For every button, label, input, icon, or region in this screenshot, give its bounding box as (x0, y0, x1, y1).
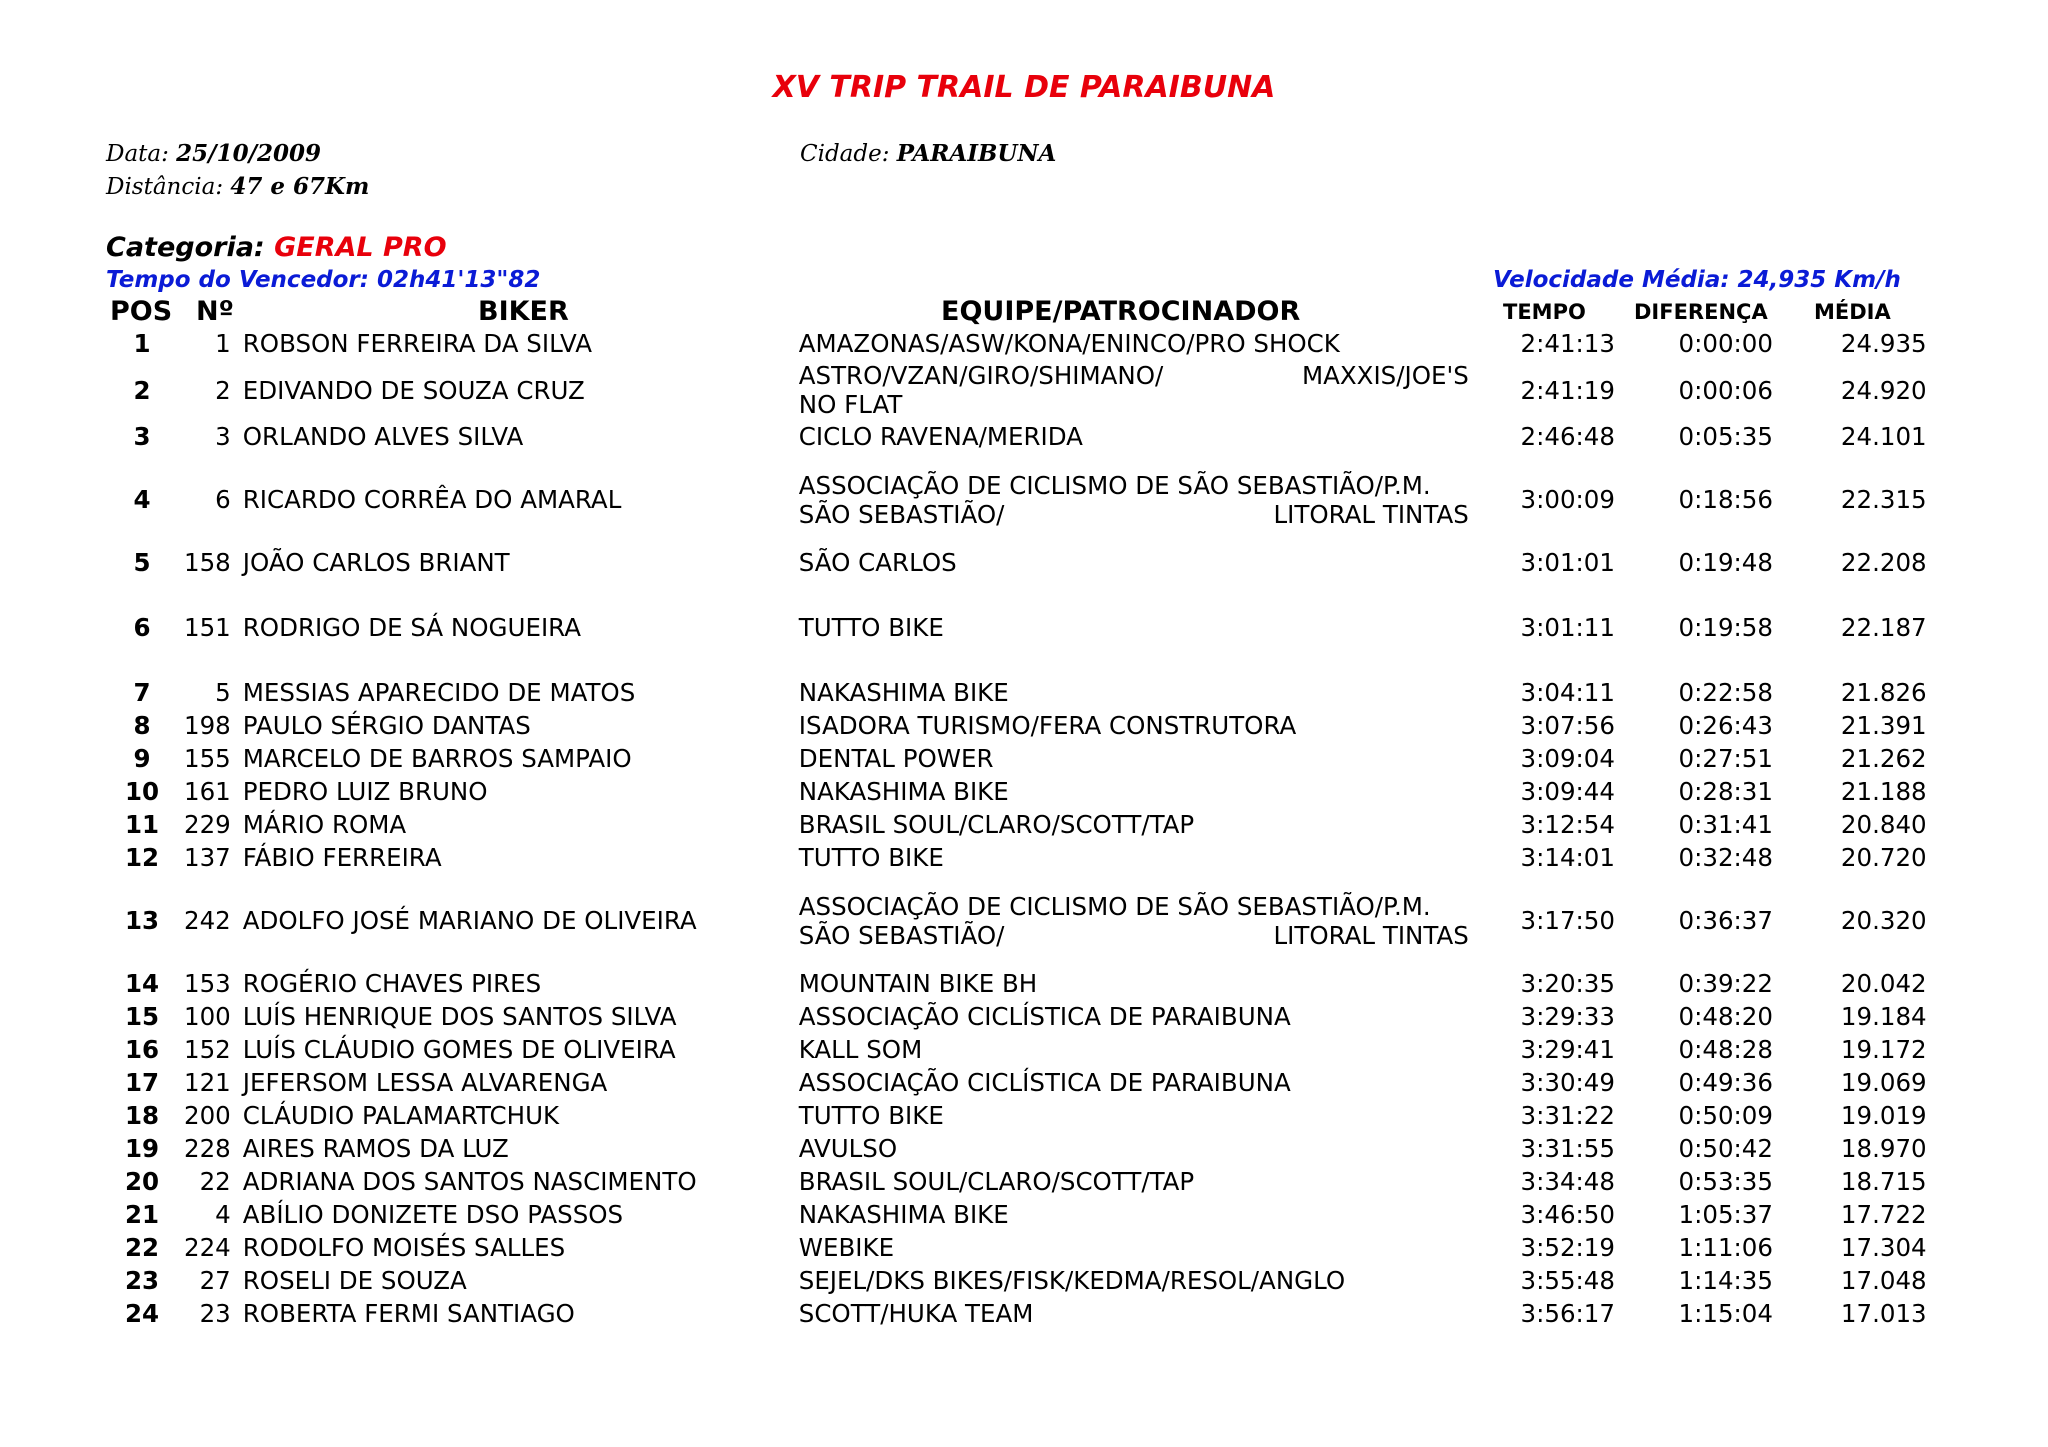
cell-biker: PAULO SÉRGIO DANTAS (242, 711, 531, 740)
cell-diff: 1:15:04 (1678, 1299, 1773, 1328)
cell-avg: 24.935 (1840, 329, 1927, 358)
header-team: EQUIPE/PATROCINADOR (941, 296, 1301, 327)
cell-num: 3 (215, 422, 231, 451)
category-value: GERAL PRO (274, 232, 447, 263)
cell-diff: 0:18:56 (1678, 485, 1773, 514)
team-text: ISADORA TURISMO/FERA CONSTRUTORA (798, 711, 1297, 740)
cell-biker: MARCELO DE BARROS SAMPAIO (242, 744, 632, 773)
team-text: AVULSO (798, 1134, 898, 1163)
cell-time: 3:30:49 (1520, 1068, 1615, 1097)
table-row (100, 742, 1963, 775)
cell-biker: ROGÉRIO CHAVES PIRES (242, 969, 542, 998)
cell-team (799, 874, 1489, 967)
cell-diff: 0:19:48 (1678, 548, 1773, 577)
table-row (100, 1165, 1963, 1198)
cell-num: 121 (184, 1068, 231, 1097)
city-value: PARAIBUNA (896, 140, 1057, 167)
date-field (106, 140, 321, 167)
cell-biker: CLÁUDIO PALAMARTCHUK (242, 1101, 560, 1130)
cell-time: 3:14:01 (1520, 843, 1615, 872)
cell-diff: 0:27:51 (1678, 744, 1773, 773)
team-text: CICLO RAVENA/MERIDA (798, 422, 1083, 451)
cell-avg: 22.187 (1840, 613, 1927, 642)
cell-avg: 18.970 (1840, 1134, 1927, 1163)
cell-biker: MÁRIO ROMA (242, 810, 407, 839)
team-text: LITORAL TINTAS (1273, 920, 1469, 950)
cell-num: 155 (184, 744, 231, 773)
cell-biker: ABÍLIO DONIZETE DSO PASSOS (242, 1200, 624, 1229)
winner-time: Tempo do Vencedor: 02h41'13"82 (106, 267, 541, 293)
cell-avg: 19.172 (1840, 1035, 1927, 1064)
table-row (100, 775, 1963, 808)
cell-biker: RICARDO CORRÊA DO AMARAL (242, 485, 622, 514)
cell-avg: 19.184 (1840, 1002, 1927, 1031)
table-row (100, 841, 1963, 874)
cell-biker: ROBERTA FERMI SANTIAGO (242, 1299, 575, 1328)
cell-time: 3:46:50 (1520, 1200, 1615, 1229)
cell-diff: 0:22:58 (1678, 678, 1773, 707)
cell-pos: 12 (124, 843, 160, 872)
distance-field (106, 173, 369, 200)
cell-num: 22 (199, 1167, 231, 1196)
team-text: NAKASHIMA BIKE (798, 1200, 1009, 1229)
cell-avg: 20.042 (1840, 969, 1927, 998)
cell-avg: 17.048 (1840, 1266, 1927, 1295)
cell-biker: PEDRO LUIZ BRUNO (242, 777, 488, 806)
table-row (100, 1099, 1963, 1132)
cell-time: 3:34:48 (1520, 1167, 1615, 1196)
cell-team (799, 742, 1489, 775)
cell-time: 3:55:48 (1520, 1266, 1615, 1295)
cell-diff: 0:50:09 (1678, 1101, 1773, 1130)
cell-num: 6 (215, 485, 231, 514)
cell-team (799, 327, 1489, 360)
city-field (800, 140, 1056, 167)
cell-team (799, 808, 1489, 841)
cell-biker: JOÃO CARLOS BRIANT (242, 548, 510, 577)
team-text: WEBIKE (798, 1233, 895, 1262)
table-row (100, 1297, 1963, 1330)
table-row (100, 1132, 1963, 1165)
cell-pos: 2 (133, 375, 151, 405)
cell-team (799, 775, 1489, 808)
cell-avg: 21.391 (1840, 711, 1927, 740)
header-num: Nº (196, 296, 234, 327)
cell-time: 3:20:35 (1520, 969, 1615, 998)
table-row (100, 1033, 1963, 1066)
cell-biker: EDIVANDO DE SOUZA CRUZ (242, 375, 585, 405)
cell-diff: 0:19:58 (1678, 613, 1773, 642)
header-time: TEMPO (1503, 300, 1586, 324)
date-label: Data: (106, 141, 169, 167)
cell-diff: 0:39:22 (1678, 969, 1773, 998)
table-row (100, 327, 1963, 360)
cell-diff: 0:28:31 (1678, 777, 1773, 806)
cell-num: 229 (184, 810, 231, 839)
cell-pos: 8 (133, 711, 151, 740)
cell-pos: 4 (133, 485, 151, 514)
cell-biker: LUÍS HENRIQUE DOS SANTOS SILVA (242, 1002, 677, 1031)
cell-num: 224 (184, 1233, 231, 1262)
cell-team (799, 1066, 1489, 1099)
cell-avg: 21.826 (1840, 678, 1927, 707)
cell-pos: 18 (124, 1101, 160, 1130)
cell-num: 2 (215, 375, 231, 405)
cell-avg: 17.722 (1840, 1200, 1927, 1229)
cell-time: 3:31:55 (1520, 1134, 1615, 1163)
cell-time: 3:09:04 (1520, 744, 1615, 773)
team-text: NAKASHIMA BIKE (798, 777, 1009, 806)
team-text: TUTTO BIKE (798, 1101, 944, 1130)
team-text: DENTAL POWER (798, 744, 994, 773)
cell-time: 3:29:33 (1520, 1002, 1615, 1031)
team-text: BRASIL SOUL/CLARO/SCOTT/TAP (798, 810, 1195, 839)
table-row (100, 808, 1963, 841)
cell-num: 27 (199, 1266, 231, 1295)
cell-num: 198 (184, 711, 231, 740)
cell-pos: 7 (133, 678, 151, 707)
cell-num: 152 (184, 1035, 231, 1064)
cell-biker: RODOLFO MOISÉS SALLES (242, 1233, 566, 1262)
cell-avg: 22.208 (1840, 548, 1927, 577)
cell-biker: AIRES RAMOS DA LUZ (242, 1134, 509, 1163)
cell-avg: 20.840 (1840, 810, 1927, 839)
team-text: LITORAL TINTAS (1273, 499, 1469, 529)
cell-pos: 13 (124, 906, 160, 935)
cell-avg: 19.019 (1840, 1101, 1927, 1130)
cell-biker: LUÍS CLÁUDIO GOMES DE OLIVEIRA (242, 1035, 676, 1064)
cell-avg: 24.101 (1840, 422, 1927, 451)
team-text: AMAZONAS/ASW/KONA/ENINCO/PRO SHOCK (798, 329, 1340, 358)
results-table (100, 327, 1963, 1330)
cell-time: 3:56:17 (1520, 1299, 1615, 1328)
table-row (100, 1231, 1963, 1264)
cell-diff: 1:11:06 (1678, 1233, 1773, 1262)
header-diff: DIFERENÇA (1634, 300, 1768, 324)
average-speed: Velocidade Média: 24,935 Km/h (1493, 267, 1901, 293)
cell-team (799, 1264, 1489, 1297)
cell-num: 5 (215, 678, 231, 707)
table-row (100, 1066, 1963, 1099)
cell-pos: 3 (133, 422, 151, 451)
team-text: NO FLAT (798, 390, 903, 419)
cell-team (799, 1198, 1489, 1231)
cell-team (799, 579, 1489, 676)
cell-pos: 1 (133, 329, 151, 358)
team-text: MOUNTAIN BIKE BH (798, 969, 1038, 998)
table-row (100, 360, 1963, 420)
cell-time: 3:31:22 (1520, 1101, 1615, 1130)
cell-avg: 22.315 (1840, 485, 1927, 514)
cell-pos: 6 (133, 613, 151, 642)
distance-label: Distância: (106, 174, 224, 200)
cell-team (799, 1000, 1489, 1033)
cell-time: 3:01:11 (1520, 613, 1615, 642)
cell-num: 158 (184, 548, 231, 577)
cell-pos: 17 (124, 1068, 160, 1097)
cell-time: 3:00:09 (1520, 485, 1615, 514)
team-text: KALL SOM (798, 1035, 923, 1064)
cell-biker: ADOLFO JOSÉ MARIANO DE OLIVEIRA (242, 906, 697, 935)
cell-diff: 0:00:06 (1678, 375, 1773, 405)
cell-team (799, 546, 1489, 579)
cell-num: 242 (184, 906, 231, 935)
cell-avg: 18.715 (1840, 1167, 1927, 1196)
cell-biker: JEFERSOM LESSA ALVARENGA (242, 1068, 608, 1097)
cell-pos: 20 (124, 1167, 160, 1196)
cell-team (799, 841, 1489, 874)
header-avg: MÉDIA (1814, 300, 1891, 324)
table-row (100, 1000, 1963, 1033)
table-row (100, 676, 1963, 709)
cell-pos: 9 (133, 744, 151, 773)
cell-num: 137 (184, 843, 231, 872)
cell-time: 3:29:41 (1520, 1035, 1615, 1064)
cell-biker: FÁBIO FERREIRA (242, 843, 442, 872)
table-row (100, 874, 1963, 967)
table-row (100, 453, 1963, 546)
team-line (799, 921, 1469, 950)
team-line (799, 500, 1469, 529)
team-text: SEJEL/DKS BIKES/FISK/KEDMA/RESOL/ANGLO (798, 1266, 1346, 1295)
date-value: 25/10/2009 (176, 140, 321, 167)
team-text: MAXXIS/JOE'S (1301, 361, 1469, 390)
table-row (100, 967, 1963, 1000)
cell-team (799, 453, 1489, 546)
cell-avg: 21.188 (1840, 777, 1927, 806)
cell-time: 2:46:48 (1520, 422, 1615, 451)
cell-pos: 15 (124, 1002, 160, 1031)
cell-avg: 20.720 (1840, 843, 1927, 872)
cell-time: 3:07:56 (1520, 711, 1615, 740)
cell-biker: RODRIGO DE SÁ NOGUEIRA (242, 613, 581, 642)
cell-team (799, 420, 1489, 453)
cell-pos: 23 (124, 1266, 160, 1295)
cell-biker: ROSELI DE SOUZA (242, 1266, 467, 1295)
cell-pos: 11 (124, 810, 160, 839)
cell-num: 153 (184, 969, 231, 998)
cell-time: 2:41:13 (1520, 329, 1615, 358)
cell-num: 1 (215, 329, 231, 358)
cell-team (799, 360, 1489, 420)
cell-diff: 0:26:43 (1678, 711, 1773, 740)
category (106, 232, 447, 263)
city-label: Cidade: (800, 141, 890, 167)
team-text: SCOTT/HUKA TEAM (798, 1299, 1034, 1328)
cell-biker: ROBSON FERREIRA DA SILVA (242, 329, 592, 358)
table-row (100, 579, 1963, 676)
cell-time: 3:12:54 (1520, 810, 1615, 839)
cell-team (799, 1231, 1489, 1264)
distance-value: 47 e 67Km (230, 173, 370, 200)
team-text: ASSOCIAÇÃO DE CICLISMO DE SÃO SEBASTIÃO/P.M. (798, 891, 1431, 921)
cell-diff: 1:14:35 (1678, 1266, 1773, 1295)
cell-diff: 0:00:00 (1678, 329, 1773, 358)
cell-num: 161 (184, 777, 231, 806)
cell-diff: 0:05:35 (1678, 422, 1773, 451)
cell-avg: 17.013 (1840, 1299, 1927, 1328)
cell-diff: 0:32:48 (1678, 843, 1773, 872)
cell-team (799, 967, 1489, 1000)
team-text: BRASIL SOUL/CLARO/SCOTT/TAP (798, 1167, 1195, 1196)
cell-num: 4 (215, 1200, 231, 1229)
cell-team (799, 676, 1489, 709)
cell-biker: ORLANDO ALVES SILVA (242, 422, 524, 451)
team-text: ASSOCIAÇÃO CICLÍSTICA DE PARAIBUNA (798, 1068, 1291, 1097)
team-text: SÃO SEBASTIÃO/ (798, 920, 1005, 950)
cell-time: 3:01:01 (1520, 548, 1615, 577)
team-line (799, 361, 1469, 390)
cell-pos: 16 (124, 1035, 160, 1064)
cell-diff: 0:49:36 (1678, 1068, 1773, 1097)
cell-biker: ADRIANA DOS SANTOS NASCIMENTO (242, 1167, 697, 1196)
cell-time: 3:09:44 (1520, 777, 1615, 806)
team-text: TUTTO BIKE (798, 613, 944, 642)
cell-diff: 0:48:20 (1678, 1002, 1773, 1031)
cell-time: 3:17:50 (1520, 906, 1615, 935)
header-biker: BIKER (478, 296, 569, 327)
cell-num: 200 (184, 1101, 231, 1130)
category-label: Categoria: (106, 232, 265, 263)
cell-pos: 24 (124, 1299, 160, 1328)
cell-time: 3:52:19 (1520, 1233, 1615, 1262)
page-title: XV TRIP TRAIL DE PARAIBUNA (772, 70, 1276, 105)
team-line (799, 471, 1489, 500)
results-body (100, 327, 1963, 1330)
cell-avg: 24.920 (1840, 375, 1927, 405)
cell-pos: 19 (124, 1134, 160, 1163)
table-row (100, 1264, 1963, 1297)
cell-num: 100 (184, 1002, 231, 1031)
cell-team (799, 1165, 1489, 1198)
table-row (100, 546, 1963, 579)
cell-num: 151 (184, 613, 231, 642)
cell-team (799, 1033, 1489, 1066)
team-text: NAKASHIMA BIKE (798, 678, 1009, 707)
cell-pos: 5 (133, 548, 151, 577)
cell-diff: 0:31:41 (1678, 810, 1773, 839)
cell-pos: 14 (124, 969, 160, 998)
cell-team (799, 1132, 1489, 1165)
cell-pos: 22 (124, 1233, 160, 1262)
team-text: ASSOCIAÇÃO CICLÍSTICA DE PARAIBUNA (798, 1002, 1291, 1031)
cell-time: 2:41:19 (1520, 375, 1615, 405)
header-pos: POS (110, 296, 173, 327)
cell-pos: 10 (124, 777, 160, 806)
cell-time: 3:04:11 (1520, 678, 1615, 707)
cell-diff: 0:36:37 (1678, 906, 1773, 935)
cell-avg: 19.069 (1840, 1068, 1927, 1097)
cell-pos: 21 (124, 1200, 160, 1229)
cell-team (799, 1297, 1489, 1330)
cell-diff: 0:48:28 (1678, 1035, 1773, 1064)
team-text: ASSOCIAÇÃO DE CICLISMO DE SÃO SEBASTIÃO/P.M. (798, 470, 1431, 500)
team-text: SÃO SEBASTIÃO/ (798, 499, 1005, 529)
table-row (100, 420, 1963, 453)
cell-team (799, 1099, 1489, 1132)
cell-diff: 0:53:35 (1678, 1167, 1773, 1196)
cell-team (799, 709, 1489, 742)
team-text: SÃO CARLOS (798, 548, 957, 577)
cell-biker: MESSIAS APARECIDO DE MATOS (242, 678, 636, 707)
team-line (799, 390, 1489, 419)
table-row (100, 709, 1963, 742)
cell-num: 23 (199, 1299, 231, 1328)
cell-num: 228 (184, 1134, 231, 1163)
team-text: TUTTO BIKE (798, 843, 944, 872)
table-row (100, 1198, 1963, 1231)
cell-avg: 20.320 (1840, 906, 1927, 935)
cell-avg: 21.262 (1840, 744, 1927, 773)
cell-avg: 17.304 (1840, 1233, 1927, 1262)
cell-diff: 1:05:37 (1678, 1200, 1773, 1229)
team-line (799, 892, 1489, 921)
team-text: ASTRO/VZAN/GIRO/SHIMANO/ (798, 361, 1164, 390)
cell-diff: 0:50:42 (1678, 1134, 1773, 1163)
